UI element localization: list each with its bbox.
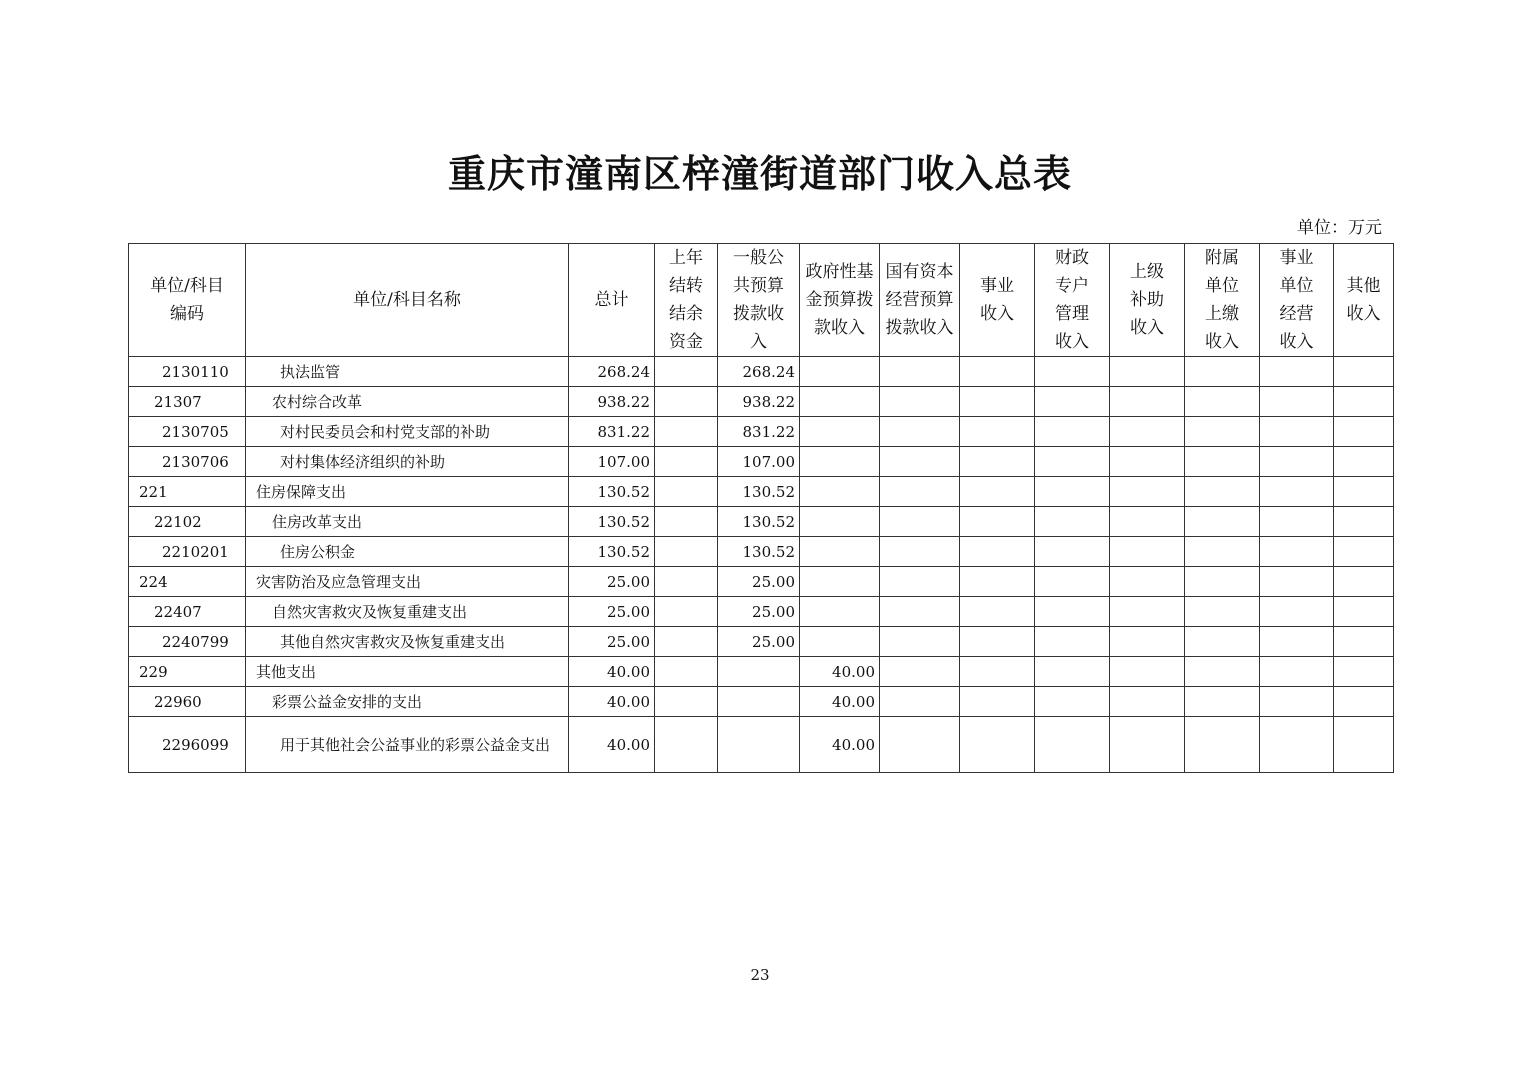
row-fiscal-account-cell <box>1035 387 1110 417</box>
table-body <box>129 357 1394 773</box>
row-gov-fund-cell <box>800 477 880 507</box>
row-operating-cell <box>1260 627 1334 657</box>
row-gov-fund-cell <box>800 447 880 477</box>
row-general-budget-cell: 268.24 <box>718 357 800 387</box>
table-row <box>129 597 1394 627</box>
column-header: 事业单位经营收入 <box>1260 244 1334 357</box>
row-total-cell: 40.00 <box>569 717 655 773</box>
row-total-cell: 40.00 <box>569 687 655 717</box>
row-code-cell: 2130705 <box>129 417 246 447</box>
row-state-capital-cell <box>880 657 960 687</box>
column-header: 上级补助收入 <box>1110 244 1185 357</box>
row-carryover-cell <box>655 717 718 773</box>
row-total-cell: 938.22 <box>569 387 655 417</box>
row-general-budget-cell: 107.00 <box>718 447 800 477</box>
row-superior-subsidy-cell <box>1110 387 1185 417</box>
row-affiliated-cell <box>1185 477 1260 507</box>
row-gov-fund-cell <box>800 387 880 417</box>
row-carryover-cell <box>655 537 718 567</box>
row-fiscal-account-cell <box>1035 537 1110 567</box>
row-affiliated-cell <box>1185 387 1260 417</box>
table-row <box>129 687 1394 717</box>
row-total-cell: 130.52 <box>569 537 655 567</box>
row-code-cell: 2130110 <box>129 357 246 387</box>
row-total-cell: 107.00 <box>569 447 655 477</box>
row-fiscal-account-cell <box>1035 417 1110 447</box>
column-header: 政府性基金预算拨款收入 <box>800 244 880 357</box>
income-summary-table <box>128 243 1394 773</box>
row-total-cell: 268.24 <box>569 357 655 387</box>
row-state-capital-cell <box>880 387 960 417</box>
row-carryover-cell <box>655 357 718 387</box>
table-row <box>129 477 1394 507</box>
row-operating-cell <box>1260 537 1334 567</box>
table-header-row <box>129 244 1394 357</box>
row-business-cell <box>960 357 1035 387</box>
row-code-cell: 2296099 <box>129 717 246 773</box>
column-header: 国有资本经营预算拨款收入 <box>880 244 960 357</box>
row-state-capital-cell <box>880 597 960 627</box>
row-gov-fund-cell: 40.00 <box>800 687 880 717</box>
row-business-cell <box>960 507 1035 537</box>
row-state-capital-cell <box>880 717 960 773</box>
row-other-cell <box>1334 657 1394 687</box>
row-superior-subsidy-cell <box>1110 567 1185 597</box>
row-carryover-cell <box>655 597 718 627</box>
row-business-cell <box>960 657 1035 687</box>
table-row <box>129 357 1394 387</box>
row-total-cell: 25.00 <box>569 597 655 627</box>
row-general-budget-cell: 130.52 <box>718 537 800 567</box>
row-gov-fund-cell <box>800 537 880 567</box>
row-business-cell <box>960 447 1035 477</box>
row-carryover-cell <box>655 387 718 417</box>
row-code-cell: 22102 <box>129 507 246 537</box>
row-fiscal-account-cell <box>1035 687 1110 717</box>
row-general-budget-cell: 25.00 <box>718 627 800 657</box>
row-total-cell: 831.22 <box>569 417 655 447</box>
row-affiliated-cell <box>1185 657 1260 687</box>
row-superior-subsidy-cell <box>1110 477 1185 507</box>
table-row <box>129 717 1394 773</box>
row-other-cell <box>1334 597 1394 627</box>
row-carryover-cell <box>655 657 718 687</box>
row-affiliated-cell <box>1185 597 1260 627</box>
row-general-budget-cell <box>718 687 800 717</box>
row-fiscal-account-cell <box>1035 717 1110 773</box>
column-header: 事业收入 <box>960 244 1035 357</box>
row-gov-fund-cell <box>800 507 880 537</box>
row-code-cell: 2240799 <box>129 627 246 657</box>
column-header: 上年结转结余资金 <box>655 244 718 357</box>
row-operating-cell <box>1260 477 1334 507</box>
row-affiliated-cell <box>1185 447 1260 477</box>
row-code-cell: 2210201 <box>129 537 246 567</box>
row-gov-fund-cell <box>800 597 880 627</box>
row-other-cell <box>1334 477 1394 507</box>
row-affiliated-cell <box>1185 717 1260 773</box>
row-superior-subsidy-cell <box>1110 417 1185 447</box>
row-fiscal-account-cell <box>1035 507 1110 537</box>
row-other-cell <box>1334 387 1394 417</box>
row-operating-cell <box>1260 717 1334 773</box>
row-gov-fund-cell <box>800 567 880 597</box>
row-gov-fund-cell: 40.00 <box>800 717 880 773</box>
row-name-cell: 住房公积金 <box>246 537 569 567</box>
row-other-cell <box>1334 507 1394 537</box>
row-affiliated-cell <box>1185 357 1260 387</box>
row-other-cell <box>1334 627 1394 657</box>
row-operating-cell <box>1260 597 1334 627</box>
row-other-cell <box>1334 447 1394 477</box>
row-state-capital-cell <box>880 507 960 537</box>
row-superior-subsidy-cell <box>1110 537 1185 567</box>
row-code-cell: 229 <box>129 657 246 687</box>
row-state-capital-cell <box>880 417 960 447</box>
row-gov-fund-cell <box>800 417 880 447</box>
column-header: 单位/科目编码 <box>129 244 246 357</box>
row-other-cell <box>1334 357 1394 387</box>
row-fiscal-account-cell <box>1035 447 1110 477</box>
row-general-budget-cell: 938.22 <box>718 387 800 417</box>
row-fiscal-account-cell <box>1035 597 1110 627</box>
row-affiliated-cell <box>1185 537 1260 567</box>
row-superior-subsidy-cell <box>1110 357 1185 387</box>
row-operating-cell <box>1260 567 1334 597</box>
table-row <box>129 507 1394 537</box>
row-operating-cell <box>1260 417 1334 447</box>
row-gov-fund-cell <box>800 357 880 387</box>
row-general-budget-cell <box>718 657 800 687</box>
table-row <box>129 657 1394 687</box>
row-superior-subsidy-cell <box>1110 627 1185 657</box>
row-business-cell <box>960 537 1035 567</box>
row-general-budget-cell: 25.00 <box>718 567 800 597</box>
row-code-cell: 22960 <box>129 687 246 717</box>
row-general-budget-cell: 130.52 <box>718 507 800 537</box>
row-code-cell: 22407 <box>129 597 246 627</box>
row-operating-cell <box>1260 687 1334 717</box>
row-name-cell: 住房改革支出 <box>246 507 569 537</box>
row-code-cell: 21307 <box>129 387 246 417</box>
row-business-cell <box>960 387 1035 417</box>
row-fiscal-account-cell <box>1035 567 1110 597</box>
row-gov-fund-cell <box>800 627 880 657</box>
row-affiliated-cell <box>1185 507 1260 537</box>
row-name-cell: 住房保障支出 <box>246 477 569 507</box>
row-name-cell: 对村集体经济组织的补助 <box>246 447 569 477</box>
row-carryover-cell <box>655 447 718 477</box>
row-name-cell: 灾害防治及应急管理支出 <box>246 567 569 597</box>
table-row <box>129 627 1394 657</box>
row-general-budget-cell <box>718 717 800 773</box>
row-superior-subsidy-cell <box>1110 717 1185 773</box>
row-name-cell: 用于其他社会公益事业的彩票公益金支出 <box>246 717 569 773</box>
column-header: 附属单位上缴收入 <box>1185 244 1260 357</box>
row-name-cell: 对村民委员会和村党支部的补助 <box>246 417 569 447</box>
row-other-cell <box>1334 567 1394 597</box>
row-other-cell <box>1334 687 1394 717</box>
row-operating-cell <box>1260 357 1334 387</box>
row-affiliated-cell <box>1185 417 1260 447</box>
row-superior-subsidy-cell <box>1110 447 1185 477</box>
row-general-budget-cell: 831.22 <box>718 417 800 447</box>
row-general-budget-cell: 25.00 <box>718 597 800 627</box>
row-total-cell: 130.52 <box>569 477 655 507</box>
row-operating-cell <box>1260 387 1334 417</box>
row-fiscal-account-cell <box>1035 477 1110 507</box>
row-affiliated-cell <box>1185 567 1260 597</box>
row-code-cell: 2130706 <box>129 447 246 477</box>
row-business-cell <box>960 597 1035 627</box>
row-total-cell: 25.00 <box>569 627 655 657</box>
page-number: 23 <box>750 966 770 984</box>
column-header: 财政专户管理收入 <box>1035 244 1110 357</box>
row-total-cell: 40.00 <box>569 657 655 687</box>
row-name-cell: 彩票公益金安排的支出 <box>246 687 569 717</box>
row-name-cell: 其他自然灾害救灾及恢复重建支出 <box>246 627 569 657</box>
row-general-budget-cell: 130.52 <box>718 477 800 507</box>
row-business-cell <box>960 687 1035 717</box>
table-row <box>129 447 1394 477</box>
row-code-cell: 224 <box>129 567 246 597</box>
row-carryover-cell <box>655 567 718 597</box>
row-fiscal-account-cell <box>1035 357 1110 387</box>
row-operating-cell <box>1260 507 1334 537</box>
row-superior-subsidy-cell <box>1110 507 1185 537</box>
row-affiliated-cell <box>1185 687 1260 717</box>
row-business-cell <box>960 567 1035 597</box>
column-header: 总计 <box>569 244 655 357</box>
row-carryover-cell <box>655 507 718 537</box>
row-name-cell: 自然灾害救灾及恢复重建支出 <box>246 597 569 627</box>
row-business-cell <box>960 417 1035 447</box>
row-name-cell: 农村综合改革 <box>246 387 569 417</box>
column-header: 其他收入 <box>1334 244 1394 357</box>
row-other-cell <box>1334 717 1394 773</box>
table-row <box>129 387 1394 417</box>
row-business-cell <box>960 477 1035 507</box>
column-header: 一般公共预算拨款收入 <box>718 244 800 357</box>
row-superior-subsidy-cell <box>1110 657 1185 687</box>
row-fiscal-account-cell <box>1035 657 1110 687</box>
row-carryover-cell <box>655 477 718 507</box>
table-row <box>129 567 1394 597</box>
row-superior-subsidy-cell <box>1110 687 1185 717</box>
column-header: 单位/科目名称 <box>246 244 569 357</box>
row-business-cell <box>960 627 1035 657</box>
table-row <box>129 537 1394 567</box>
row-total-cell: 25.00 <box>569 567 655 597</box>
row-carryover-cell <box>655 687 718 717</box>
row-state-capital-cell <box>880 627 960 657</box>
row-gov-fund-cell: 40.00 <box>800 657 880 687</box>
row-fiscal-account-cell <box>1035 627 1110 657</box>
row-state-capital-cell <box>880 567 960 597</box>
row-other-cell <box>1334 417 1394 447</box>
row-superior-subsidy-cell <box>1110 597 1185 627</box>
row-affiliated-cell <box>1185 627 1260 657</box>
row-state-capital-cell <box>880 477 960 507</box>
row-state-capital-cell <box>880 447 960 477</box>
row-total-cell: 130.52 <box>569 507 655 537</box>
page-title: 重庆市潼南区梓潼街道部门收入总表 <box>447 151 1072 196</box>
row-operating-cell <box>1260 447 1334 477</box>
row-operating-cell <box>1260 657 1334 687</box>
row-state-capital-cell <box>880 687 960 717</box>
row-name-cell: 其他支出 <box>246 657 569 687</box>
row-carryover-cell <box>655 627 718 657</box>
row-business-cell <box>960 717 1035 773</box>
row-state-capital-cell <box>880 357 960 387</box>
row-name-cell: 执法监管 <box>246 357 569 387</box>
row-code-cell: 221 <box>129 477 246 507</box>
row-other-cell <box>1334 537 1394 567</box>
row-carryover-cell <box>655 417 718 447</box>
row-state-capital-cell <box>880 537 960 567</box>
unit-label: 单位：万元 <box>1297 218 1382 238</box>
table-row <box>129 417 1394 447</box>
